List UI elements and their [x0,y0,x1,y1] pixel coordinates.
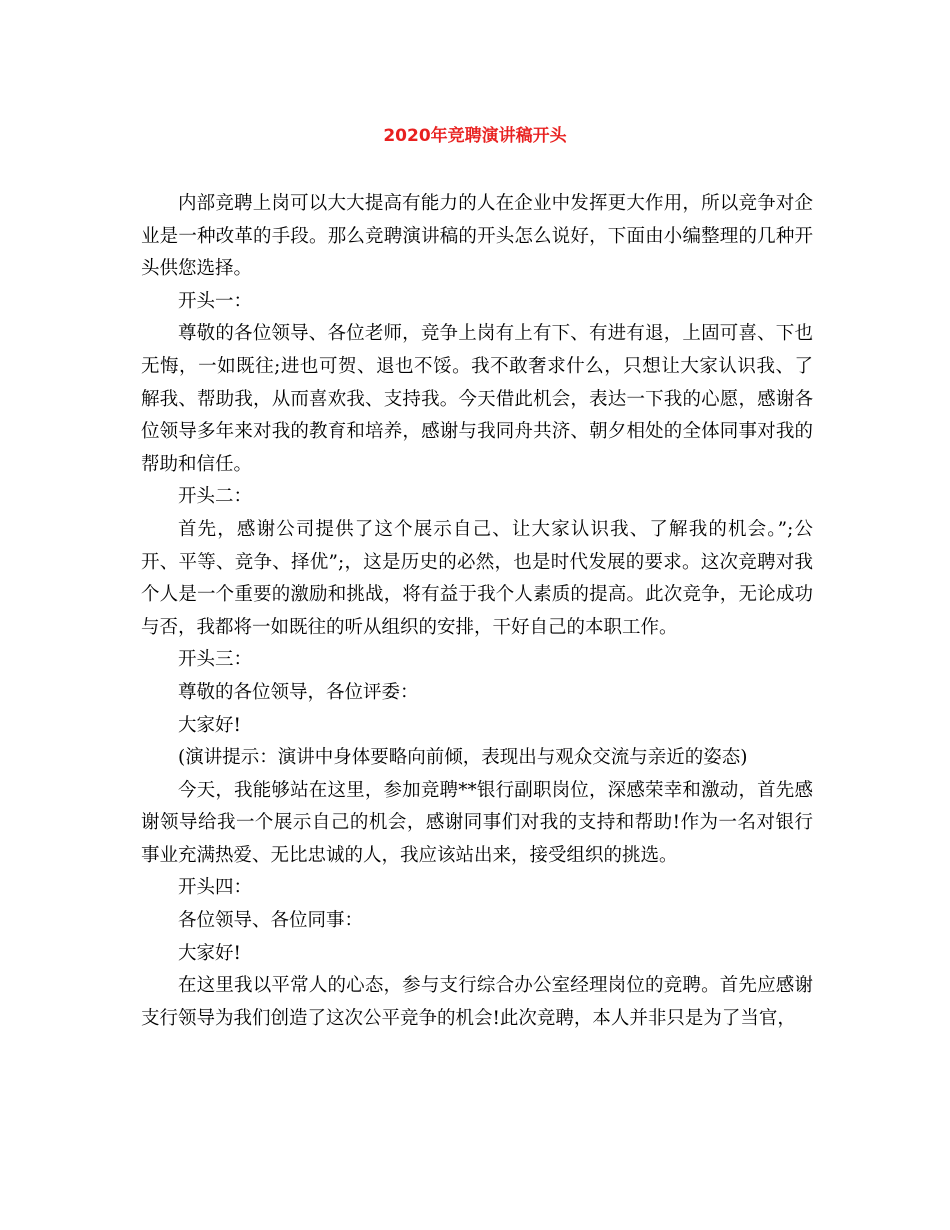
paragraph: 在这里我以平常人的心态，参与支行综合办公室经理岗位的竞聘。首先应感谢支行领导为我们创造了这次公平竞争的机会!此次竞聘，本人并非只是为了当官， [141,975,813,1029]
document-body [141,188,813,1035]
section-heading-3: 开头三： [178,649,253,671]
salutation: 各位领导、各位同事： [178,910,364,932]
salutation: 尊敬的各位领导，各位评委： [178,681,419,703]
greeting: 大家好! [178,942,241,964]
paragraph: 尊敬的各位领导、各位老师，竞争上岗有上有下、有进有退，上固可喜、下也无悔，一如既往;进也可贺、退也不馁。我不敢奢求什么，只想让大家认识我、了解我、帮助我，从而喜欢我、支持我。今天借此机会，表达一下我的心愿，感谢各位领导多年来对我的教育和培养，感谢与我同舟共济、朝夕相处的全体同事对我的帮助和信任。 [141,323,813,475]
greeting: 大家好! [178,714,241,736]
section-heading-4: 开头四： [178,877,253,899]
document-title: 2020年竞聘演讲稿开头 [383,126,567,146]
section-heading-1: 开头一： [178,290,253,312]
paragraph: 今天，我能够站在这里，参加竞聘**银行副职岗位，深感荣幸和激动，首先感谢领导给我一个展示自己的机会，感谢同事们对我的支持和帮助!作为一名对银行事业充满热爱、无比忠诚的人，我应该站出来，接受组织的挑选。 [141,779,813,866]
paragraph: 首先，感谢公司提供了这个展示自己、让大家认识我、了解我的机会。”;公开、平等、竞争、择优”;，这是历史的必然，也是时代发展的要求。这次竞聘对我个人是一个重要的激励和挑战，将有益于我个人素质的提高。此次竞争，无论成功与否，我都将一如既往的听从组织的安排，干好自己的本职工作。 [141,518,813,638]
intro-paragraph: 内部竞聘上岗可以大大提高有能力的人在企业中发挥更大作用，所以竞争对企业是一种改革的手段。那么竞聘演讲稿的开头怎么说好，下面由小编整理的几种开头供您选择。 [141,193,813,280]
speech-tip: (演讲提示：演讲中身体要略向前倾，表现出与观众交流与亲近的姿态) [178,747,748,769]
section-heading-2: 开头二： [178,486,253,508]
